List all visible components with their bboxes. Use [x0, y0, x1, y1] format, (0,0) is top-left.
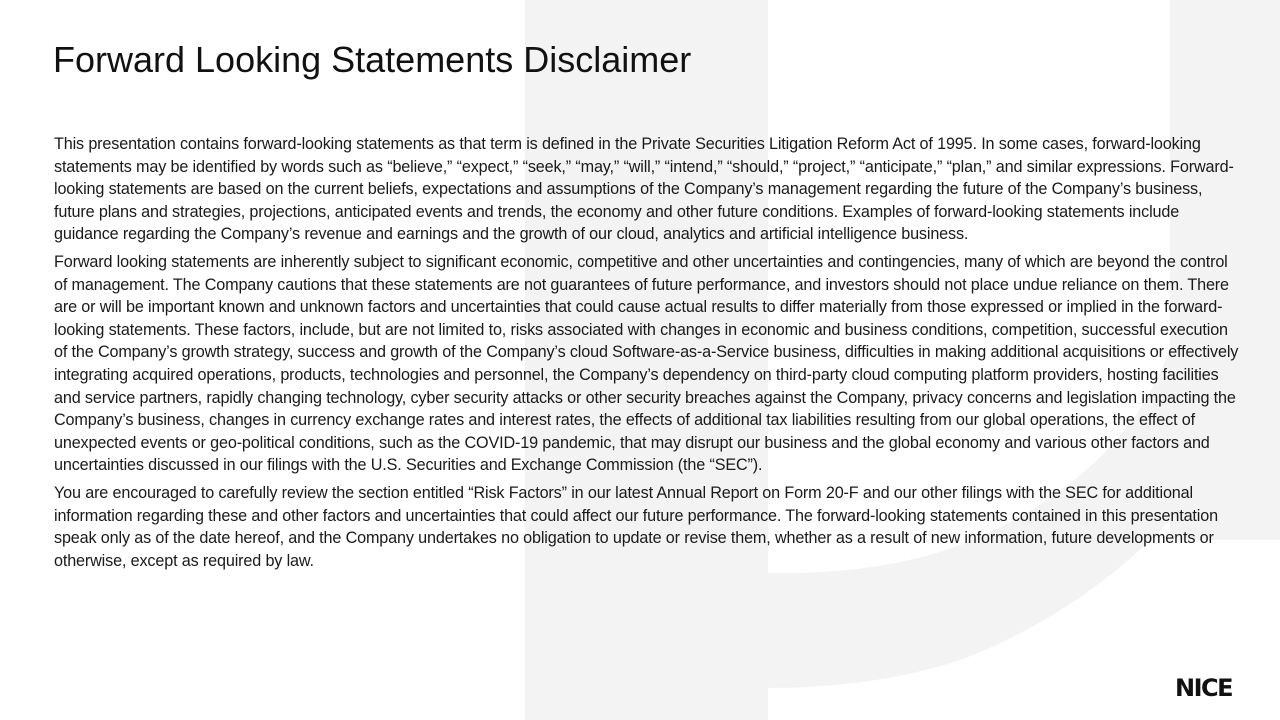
slide-title: Forward Looking Statements Disclaimer — [53, 39, 692, 80]
disclaimer-body — [54, 133, 1242, 577]
disclaimer-paragraph: You are encouraged to carefully review the section entitled “Risk Factors” in our latest Annual Report on Form 20-F and our other filings with the SEC for additional information regarding these and other factors and uncertainties that could affect our future performance. The forward-looking statements contained in this presentation speak only as of the date hereof, and the Company undertakes no obligation to update or revise them, whether as a result of new information, future developments or otherwise, except as required by law. — [54, 483, 1218, 570]
nice-logo — [1175, 673, 1237, 703]
disclaimer-paragraph: Forward looking statements are inherently subject to significant economic, competitive and other uncertainties and contingencies, many of which are beyond the control of management. The Company cautions that these statements are not guarantees of future performance, and investors should not place undue reliance on them. There are or will be important known and unknown factors and uncertainties that could cause actual results to differ materially from those expressed or implied in the forward-looking statements. These factors, include, but are not limited to, risks associated with changes in economic and business conditions, competition, successful execution of the Company’s growth strategy, success and growth of the Company’s cloud Software-as-a-Service business, difficulties in making additional acquisitions or effectively integrating acquired operations, products, technologies and personnel, the Company’s dependency on third-party cloud computing platform providers, hosting facilities and service partners, rapidly changing technology, cyber security attacks or other security breaches against the Company, privacy concerns and legislation impacting the Company’s business, changes in currency exchange rates and interest rates, the effects of additional tax liabilities resulting from our global operations, the effect of unexpected events or geo-political conditions, such as the COVID-19 pandemic, that may disrupt our business and the global economy and various other factors and uncertainties discussed in our filings with the U.S. Securities and Exchange Commission (the “SEC”). — [54, 252, 1239, 475]
disclaimer-paragraph: This presentation contains forward-looking statements as that term is defined in the Private Securities Litigation Reform Act of 1995. In some cases, forward-looking statements may be identified by words such as “believe,” “expect,” “seek,” “may,” “will,” “intend,” “should,” “project,” “anticipate,” “plan,” and similar expressions. Forward-looking statements are based on the current beliefs, expectations and assumptions of the Company’s management regarding the future of the Company’s business, future plans and strategies, projections, anticipated events and trends, the economy and other future conditions. Examples of forward-looking statements include guidance regarding the Company’s revenue and earnings and the growth of our cloud, analytics and artificial intelligence business. — [54, 135, 1234, 244]
nice-logo-text: NICE — [1175, 674, 1233, 702]
